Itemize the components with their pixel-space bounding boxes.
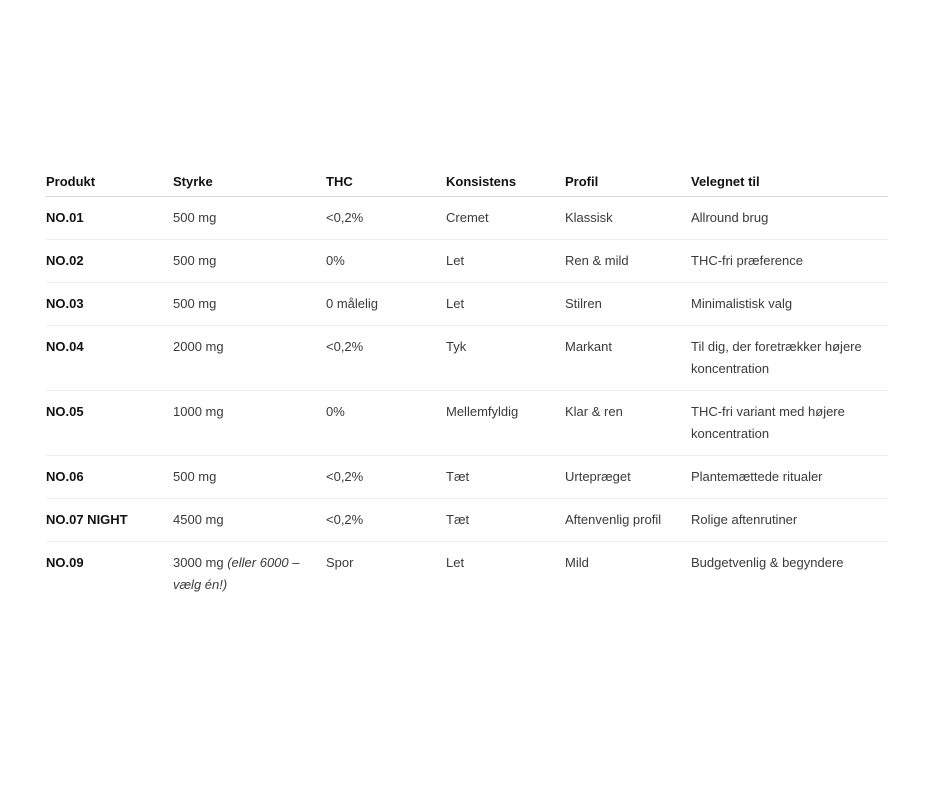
cell-thc: 0% (326, 240, 446, 283)
cell-produkt: NO.05 (46, 391, 173, 456)
column-header-profil: Profil (565, 163, 691, 197)
cell-velegnet-til: Plantemættede ritualer (691, 456, 888, 499)
cell-produkt: NO.09 (46, 555, 84, 570)
table-row (46, 391, 888, 456)
cell-profil: Ren & mild (565, 240, 691, 283)
cell-velegnet-til: Allround brug (691, 197, 888, 240)
column-header-thc: THC (326, 163, 446, 197)
cell-styrke: 1000 mg (173, 391, 326, 456)
column-header-velegnet-til: Velegnet til (691, 163, 888, 197)
cell-styrke: 500 mg (173, 240, 326, 283)
cell-velegnet-til: THC-fri præference (691, 240, 888, 283)
cell-velegnet-til: THC-fri variant med højere koncentration (691, 391, 888, 456)
cell-styrke: 500 mg (173, 197, 326, 240)
cell-styrke (173, 542, 326, 607)
cell-thc: <0,2% (326, 499, 446, 542)
cell-produkt: NO.01 (46, 197, 173, 240)
cell-produkt: NO.06 (46, 456, 173, 499)
cell-velegnet-til: Minimalistisk valg (691, 283, 888, 326)
cell-thc: <0,2% (326, 326, 446, 391)
table-row (46, 240, 888, 283)
cell-konsistens: Let (446, 240, 565, 283)
cell-produkt: NO.03 (46, 283, 173, 326)
table-header-row (46, 163, 888, 197)
cell-konsistens: Tyk (446, 326, 565, 391)
table-row (46, 197, 888, 240)
cell-velegnet-til: Budgetvenlig & begyndere (691, 555, 844, 570)
cell-thc: Spor (326, 555, 354, 570)
styrke-value: 3000 mg (173, 555, 224, 570)
table-row (46, 542, 888, 607)
cell-profil: Klassisk (565, 197, 691, 240)
cell-produkt: NO.04 (46, 326, 173, 391)
cell-profil: Urtepræget (565, 456, 691, 499)
cell-thc: 0% (326, 391, 446, 456)
cell-velegnet-til: Til dig, der foretrækker højere koncentration (691, 326, 888, 391)
table-row (46, 326, 888, 391)
cell-styrke: 500 mg (173, 456, 326, 499)
cell-profil: Mild (565, 555, 589, 570)
cell-konsistens: Mellemfyldig (446, 391, 565, 456)
cell-thc: <0,2% (326, 456, 446, 499)
cell-konsistens: Let (446, 283, 565, 326)
table-row (46, 456, 888, 499)
cell-styrke: 2000 mg (173, 326, 326, 391)
table-body (46, 197, 888, 607)
product-comparison-table (46, 163, 888, 606)
column-header-produkt: Produkt (46, 163, 173, 197)
cell-konsistens: Let (446, 555, 465, 570)
cell-konsistens: Tæt (446, 456, 565, 499)
cell-styrke: 500 mg (173, 283, 326, 326)
table-header (46, 163, 888, 197)
table-row (46, 283, 888, 326)
cell-profil: Stilren (565, 283, 691, 326)
cell-styrke: 4500 mg (173, 499, 326, 542)
cell-profil: Markant (565, 326, 691, 391)
cell-produkt: NO.07 NIGHT (46, 499, 173, 542)
cell-thc: 0 målelig (326, 283, 446, 326)
table-row (46, 499, 888, 542)
column-header-konsistens: Konsistens (446, 163, 565, 197)
cell-profil: Klar & ren (565, 391, 691, 456)
column-header-styrke: Styrke (173, 163, 326, 197)
cell-konsistens: Tæt (446, 499, 565, 542)
cell-produkt: NO.02 (46, 240, 173, 283)
product-comparison-table-wrapper (46, 163, 888, 606)
styrke-note: (eller 6000 – vælg én!) (173, 555, 300, 592)
cell-konsistens: Cremet (446, 197, 565, 240)
cell-thc: <0,2% (326, 197, 446, 240)
cell-velegnet-til: Rolige aftenrutiner (691, 499, 888, 542)
cell-profil: Aftenvenlig profil (565, 499, 691, 542)
